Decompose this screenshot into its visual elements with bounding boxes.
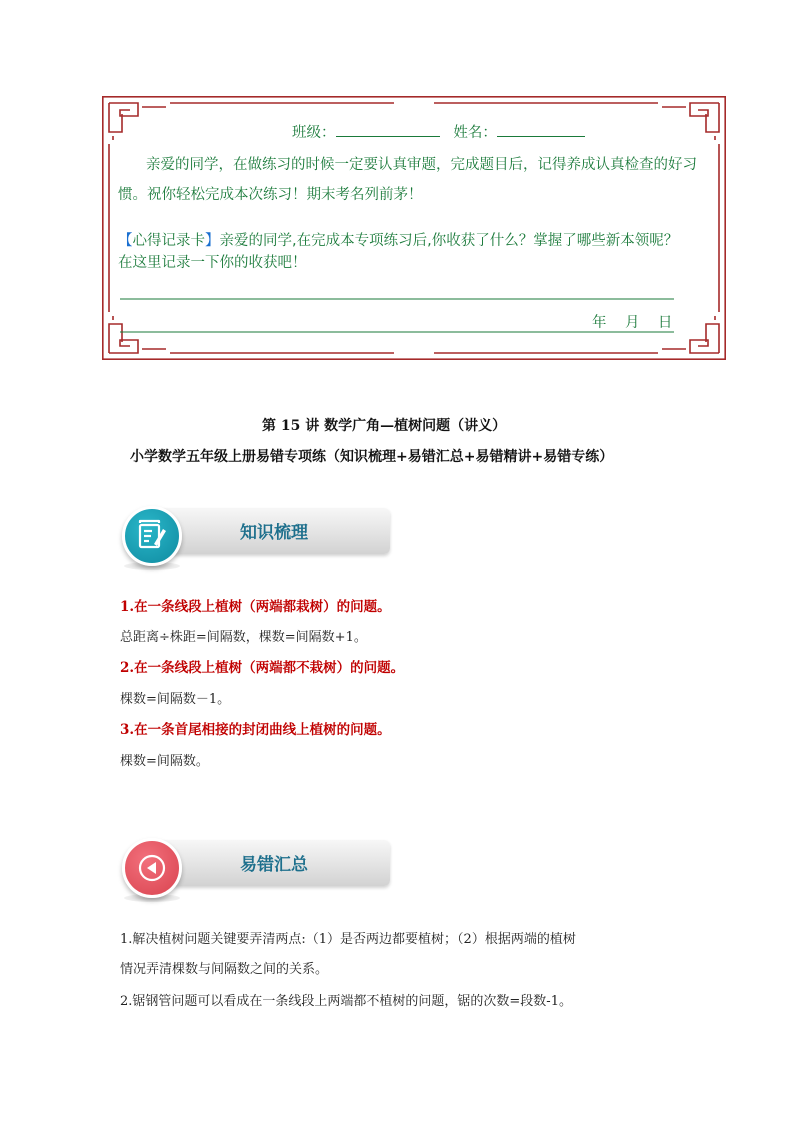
knowledge-heading-3: 3.在一条首尾相接的封闭曲线上植树的问题。 xyxy=(120,722,391,738)
banner-circle xyxy=(122,506,182,566)
mistakes-line-3: 2.锯钢管问题可以看成在一条线段上两端都不植树的问题，锯的次数=段数-1。 xyxy=(120,994,572,1009)
date-row xyxy=(592,310,672,337)
banner-circle xyxy=(122,838,182,898)
page-subtitle: 小学数学五年级上册易错专项练（知识梳理+易错汇总+易错精讲+易错专练） xyxy=(130,449,614,465)
journal-bracket-close: 】 xyxy=(205,233,220,249)
edit-notepad-icon xyxy=(125,509,179,563)
class-blank[interactable] xyxy=(336,122,440,137)
section-banner-mistakes xyxy=(122,838,392,900)
mistakes-line-1: 1.解决植树问题关键要弄清两点:（1）是否两边都要植树；（2）根据两端的植树 xyxy=(120,932,576,947)
banner-label: 易错汇总 xyxy=(240,855,308,875)
class-label: 班级： xyxy=(292,125,336,141)
record-card xyxy=(102,96,726,360)
greeting-line-1: 亲爱的同学，在做练习的时候一定要认真审题，完成题目后，记得养成认真检查的好习 xyxy=(146,157,697,173)
journal-line-1-text: 亲爱的同学,在完成本专项练习后,你收获了什么？掌握了哪些新本领呢？ xyxy=(219,233,679,249)
knowledge-text-1: 总距离÷株距=间隔数，棵数=间隔数+1。 xyxy=(120,630,367,645)
knowledge-heading-2: 2.在一条线段上植树（两端都不栽树）的问题。 xyxy=(120,660,405,676)
name-blank[interactable] xyxy=(497,122,585,137)
knowledge-text-3: 棵数=间隔数。 xyxy=(120,754,209,769)
knowledge-heading-1: 1.在一条线段上植树（两端都栽树）的问题。 xyxy=(120,599,391,615)
page-title: 第 15 讲 数学广角—植树问题（讲义） xyxy=(262,418,507,434)
name-label: 姓名： xyxy=(453,125,497,141)
journal-title: 心得记录卡 xyxy=(132,233,205,249)
mistakes-line-2: 情况弄清棵数与间隔数之间的关系。 xyxy=(120,962,329,977)
date-day: 日 xyxy=(657,315,673,331)
section-banner-knowledge xyxy=(122,506,392,568)
date-month: 月 xyxy=(624,315,640,331)
journal-line-2: 在这里记录一下你的收获吧！ xyxy=(118,255,307,271)
banner-label: 知识梳理 xyxy=(240,523,308,543)
knowledge-text-2: 棵数=间隔数－1。 xyxy=(120,692,231,707)
journal-bracket-open: 【 xyxy=(118,233,133,249)
play-back-icon xyxy=(125,841,179,895)
date-year: 年 xyxy=(592,315,607,331)
greeting-line-2: 惯。祝你轻松完成本次练习！期末考名列前茅！ xyxy=(118,187,423,203)
class-name-row xyxy=(292,120,585,147)
